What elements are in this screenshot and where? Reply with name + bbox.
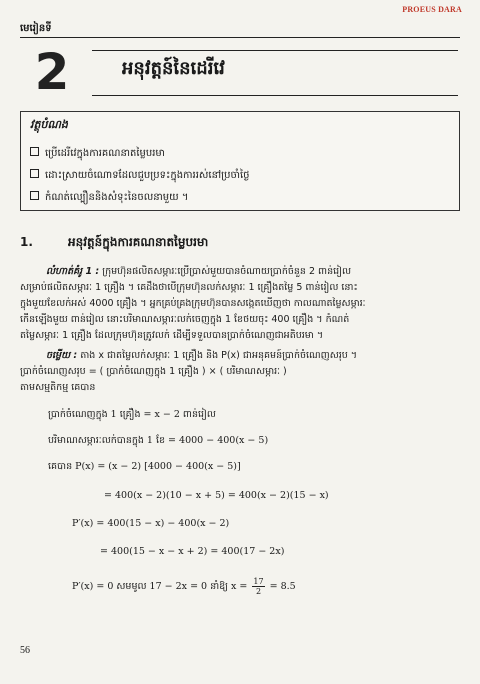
example-paragraph — [20, 264, 460, 344]
objectives-heading: វត្ថុបំណង — [30, 118, 68, 131]
lesson-label: មេរៀនទី — [20, 23, 52, 34]
objective-item — [30, 146, 165, 161]
example-line: តម្លៃសម្ភារៈ 1 គ្រឿង ដែលក្រុមហ៊ុនត្រូវលក់ ដើម្បីទទួលបានប្រាក់ចំណេញជាអតិបរមា ។ — [20, 330, 324, 341]
math-line: P′(x) = 400(15 − x) − 400(x − 2) — [72, 518, 230, 529]
example-text: ក្រុមហ៊ុនផលិតសម្ភារៈប្រើប្រាស់មួយបានចំណាយប្រាក់ចំនួន 2 ពាន់រៀល — [102, 266, 352, 277]
checkbox-icon — [30, 169, 39, 178]
checkbox-icon — [30, 191, 39, 200]
chapter-title: អនុវត្តន៍នៃដេរីវេ — [122, 58, 225, 79]
math-line: = 400(x − 2)(10 − x + 5) = 400(x − 2)(15 − x) — [104, 490, 329, 501]
solution-text: តាង x ជាតម្លៃលក់សម្ភារៈ 1 គ្រឿង និង P(x) ជាអនុគមន៍ប្រាក់ចំណេញសរុប ។ — [80, 350, 358, 361]
example-line: ក្នុងមួយខែលក់អស់ 4000 គ្រឿង ។ អ្នកគ្រប់គ្រងក្រុមហ៊ុនបានសង្កេតឃើញថា កាលណាតម្លៃសម្ភារៈ — [20, 298, 366, 309]
example-lead: លំហាត់គំរូ 1 : — [46, 266, 100, 277]
objective-text: ប្រើដេរីវេក្នុងការគណនាតម្លៃបរមា — [45, 148, 165, 159]
objective-text: ដោះស្រាយចំណោទដែលជួបប្រទះក្នុងការរស់នៅប្រចាំថ្ងៃ — [45, 170, 250, 181]
math-line: បរិមាណសម្ភារៈលក់បានក្នុង 1 ខែ = 4000 − 400(x − 5) — [48, 435, 269, 446]
solution-block — [20, 348, 460, 396]
section-number: 1. — [20, 235, 33, 249]
objective-item — [30, 190, 188, 205]
section-title: អនុវត្តន៍ក្នុងការគណនាតម្លៃបរមា — [68, 235, 209, 249]
page-number: 56 — [20, 645, 30, 656]
math-line: ប្រាក់ចំណេញក្នុង 1 គ្រឿង = x − 2 ពាន់រៀល — [48, 409, 216, 420]
checkbox-icon — [30, 147, 39, 156]
math-line: = 400(15 − x − x + 2) = 400(17 − 2x) — [100, 546, 285, 557]
math-text: = 8.5 — [269, 581, 296, 592]
example-line — [20, 264, 460, 280]
example-line: សម្រាប់ផលិតសម្ភារៈ 1 គ្រឿង ។ គេដឹងថាបើក្រុមហ៊ុនលក់សម្ភារៈ 1 គ្រឿងតម្លៃ 5 ពាន់រៀល នោះ — [20, 282, 358, 293]
fraction-denominator: 2 — [255, 587, 262, 596]
math-text: P′(x) = 0 សមមូល 17 − 2x = 0 នាំឱ្យ x = — [72, 581, 248, 592]
math-line — [72, 577, 296, 596]
chapter-number: 2 — [34, 43, 70, 101]
solution-line: តាមសម្មតិកម្ម គេបាន — [20, 382, 96, 393]
solution-line — [20, 348, 460, 364]
fraction — [252, 577, 264, 596]
header-rule — [20, 37, 460, 38]
example-line: កើនឡើងមួយ ពាន់រៀល នោះបរិមាណសម្ភារៈលក់ចេញក្នុង 1 ខែថយចុះ 400 គ្រឿង ។ កំណត់ — [20, 314, 350, 325]
objective-item — [30, 168, 250, 183]
solution-lead: ចម្លើយ : — [46, 350, 78, 361]
fraction-numerator: 17 — [253, 577, 264, 586]
watermark: PROEUS DARA — [402, 5, 462, 14]
solution-line: ប្រាក់ចំណេញសរុប = ( ប្រាក់ចំណេញក្នុង 1 គ្រឿង ) × ( បរិមាណសម្ភារៈ ) — [20, 366, 287, 377]
section-heading — [20, 234, 208, 252]
math-line: គេបាន P(x) = (x − 2) [4000 − 400(x − 5)] — [48, 461, 241, 472]
objective-text: កំណត់ល្បឿននិងសំទុះនៃចលនាមួយ ។ — [45, 192, 189, 203]
